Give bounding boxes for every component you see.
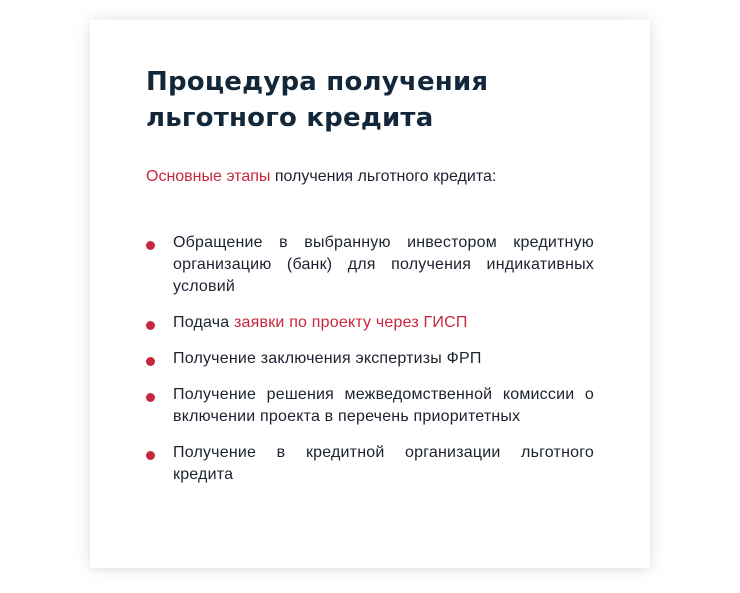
gisp-application-link[interactable]: заявки по проекту через ГИСП xyxy=(234,314,468,331)
red-dot-bullet-icon xyxy=(146,241,155,250)
step-text: Получение заключения экспертизы ФРП xyxy=(173,350,482,367)
step-item-commission xyxy=(146,384,594,428)
red-dot-bullet-icon xyxy=(146,321,155,330)
step-item-loan xyxy=(146,442,594,486)
intro-text: получения льготного кредита: xyxy=(270,168,497,185)
step-text: Получение решения межведомственной комиссии о включении проекта в перечень приоритетных xyxy=(173,386,594,425)
intro-paragraph xyxy=(146,166,594,188)
procedure-card xyxy=(90,20,650,568)
main-stages-link[interactable]: Основные этапы xyxy=(146,168,271,185)
red-dot-bullet-icon xyxy=(146,393,155,402)
card-title: Процедура получения льготного кредита xyxy=(146,67,489,133)
steps-list xyxy=(146,232,594,486)
step-text xyxy=(173,312,594,334)
step-text: Обращение в выбранную инвестором кредитную организацию (банк) для получения индикативных условий xyxy=(173,234,594,295)
step-item-application xyxy=(146,232,594,298)
red-dot-bullet-icon xyxy=(146,451,155,460)
step-item-expertise xyxy=(146,348,594,370)
step-prefix: Подача xyxy=(173,314,235,331)
red-dot-bullet-icon xyxy=(146,357,155,366)
step-item-submission xyxy=(146,312,594,334)
step-text: Получение в кредитной организации льготного кредита xyxy=(173,444,594,483)
